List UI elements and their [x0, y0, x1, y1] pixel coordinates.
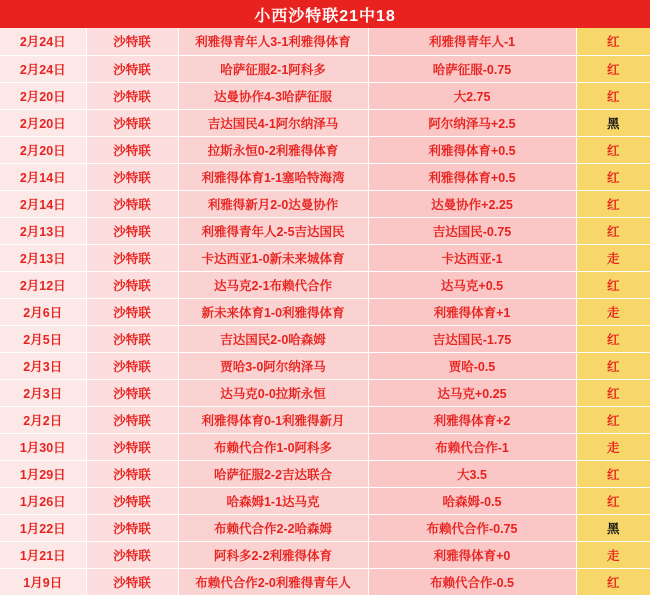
cell-match: 吉达国民2-0哈森姆: [178, 325, 368, 352]
cell-date: 2月20日: [0, 109, 86, 136]
table-row: [0, 433, 650, 460]
cell-odds: 达马克+0.5: [368, 271, 576, 298]
table-row: [0, 568, 650, 595]
cell-date: 2月14日: [0, 190, 86, 217]
cell-odds: 达马克+0.25: [368, 379, 576, 406]
cell-date: 2月20日: [0, 82, 86, 109]
cell-match: 布赖代合作2-0利雅得青年人: [178, 568, 368, 595]
table-row: [0, 28, 650, 55]
table-row: [0, 163, 650, 190]
cell-league: 沙特联: [86, 136, 178, 163]
cell-odds: 达曼协作+2.25: [368, 190, 576, 217]
cell-league: 沙特联: [86, 217, 178, 244]
cell-odds: 利雅得体育+0.5: [368, 136, 576, 163]
cell-date: 2月2日: [0, 406, 86, 433]
cell-league: 沙特联: [86, 325, 178, 352]
cell-match: 布赖代合作1-0阿科多: [178, 433, 368, 460]
cell-odds: 大2.75: [368, 82, 576, 109]
cell-date: 2月6日: [0, 298, 86, 325]
cell-odds: 利雅得体育+2: [368, 406, 576, 433]
cell-match: 达马克2-1布赖代合作: [178, 271, 368, 298]
table-row: [0, 55, 650, 82]
table-row: [0, 487, 650, 514]
cell-result: 红: [576, 55, 650, 82]
table-row: [0, 271, 650, 298]
cell-result: 红: [576, 406, 650, 433]
cell-odds: 贾哈-0.5: [368, 352, 576, 379]
cell-result: 红: [576, 325, 650, 352]
results-table-body: [0, 28, 650, 595]
cell-odds: 吉达国民-1.75: [368, 325, 576, 352]
cell-match: 利雅得青年人2-5吉达国民: [178, 217, 368, 244]
cell-league: 沙特联: [86, 28, 178, 55]
cell-match: 利雅得青年人3-1利雅得体育: [178, 28, 368, 55]
cell-result: 红: [576, 352, 650, 379]
table-row: [0, 379, 650, 406]
cell-league: 沙特联: [86, 514, 178, 541]
cell-result: 红: [576, 163, 650, 190]
cell-result: 红: [576, 136, 650, 163]
cell-league: 沙特联: [86, 541, 178, 568]
cell-match: 贾哈3-0阿尔纳泽马: [178, 352, 368, 379]
table-row: [0, 109, 650, 136]
cell-league: 沙特联: [86, 55, 178, 82]
cell-match: 阿科多2-2利雅得体育: [178, 541, 368, 568]
table-row: [0, 460, 650, 487]
cell-league: 沙特联: [86, 271, 178, 298]
table-row: [0, 217, 650, 244]
cell-odds: 哈森姆-0.5: [368, 487, 576, 514]
table-row: [0, 136, 650, 163]
cell-league: 沙特联: [86, 460, 178, 487]
cell-league: 沙特联: [86, 109, 178, 136]
cell-match: 哈萨征服2-2吉达联合: [178, 460, 368, 487]
cell-odds: 利雅得体育+1: [368, 298, 576, 325]
cell-date: 1月30日: [0, 433, 86, 460]
cell-match: 利雅得体育0-1利雅得新月: [178, 406, 368, 433]
cell-result: 红: [576, 217, 650, 244]
cell-date: 2月13日: [0, 217, 86, 244]
cell-result: 红: [576, 271, 650, 298]
cell-result: 黑: [576, 109, 650, 136]
table-row: [0, 514, 650, 541]
cell-result: 走: [576, 298, 650, 325]
cell-match: 利雅得体育1-1塞哈特海湾: [178, 163, 368, 190]
cell-match: 新未来体育1-0利雅得体育: [178, 298, 368, 325]
cell-result: 红: [576, 460, 650, 487]
cell-date: 2月20日: [0, 136, 86, 163]
cell-odds: 哈萨征服-0.75: [368, 55, 576, 82]
cell-result: 红: [576, 28, 650, 55]
cell-odds: 大3.5: [368, 460, 576, 487]
cell-odds: 利雅得青年人-1: [368, 28, 576, 55]
cell-league: 沙特联: [86, 244, 178, 271]
table-row: [0, 190, 650, 217]
table-row: [0, 244, 650, 271]
cell-result: 红: [576, 568, 650, 595]
cell-odds: 利雅得体育+0: [368, 541, 576, 568]
results-table: [0, 28, 650, 596]
page-title: [0, 0, 650, 28]
cell-odds: 卡达西亚-1: [368, 244, 576, 271]
table-row: [0, 325, 650, 352]
table-row: [0, 352, 650, 379]
cell-date: 2月14日: [0, 163, 86, 190]
cell-match: 拉斯永恒0-2利雅得体育: [178, 136, 368, 163]
cell-date: 1月22日: [0, 514, 86, 541]
cell-odds: 利雅得体育+0.5: [368, 163, 576, 190]
cell-league: 沙特联: [86, 487, 178, 514]
cell-date: 2月13日: [0, 244, 86, 271]
cell-result: 红: [576, 487, 650, 514]
cell-date: 2月24日: [0, 55, 86, 82]
cell-league: 沙特联: [86, 406, 178, 433]
cell-date: 1月9日: [0, 568, 86, 595]
cell-match: 哈森姆1-1达马克: [178, 487, 368, 514]
cell-league: 沙特联: [86, 352, 178, 379]
cell-match: 达马克0-0拉斯永恒: [178, 379, 368, 406]
cell-result: 红: [576, 82, 650, 109]
cell-result: 走: [576, 433, 650, 460]
cell-result: 走: [576, 244, 650, 271]
cell-match: 布赖代合作2-2哈森姆: [178, 514, 368, 541]
cell-league: 沙特联: [86, 379, 178, 406]
cell-date: 2月24日: [0, 28, 86, 55]
cell-result: 走: [576, 541, 650, 568]
cell-odds: 布赖代合作-1: [368, 433, 576, 460]
cell-odds: 吉达国民-0.75: [368, 217, 576, 244]
table-row: [0, 298, 650, 325]
cell-league: 沙特联: [86, 433, 178, 460]
table-row: [0, 406, 650, 433]
cell-date: 1月21日: [0, 541, 86, 568]
cell-league: 沙特联: [86, 163, 178, 190]
cell-date: 2月12日: [0, 271, 86, 298]
cell-odds: 布赖代合作-0.75: [368, 514, 576, 541]
cell-league: 沙特联: [86, 298, 178, 325]
cell-date: 2月5日: [0, 325, 86, 352]
cell-match: 达曼协作4-3哈萨征服: [178, 82, 368, 109]
table-row: [0, 541, 650, 568]
table-row: [0, 82, 650, 109]
cell-match: 卡达西亚1-0新未来城体育: [178, 244, 368, 271]
cell-league: 沙特联: [86, 190, 178, 217]
cell-odds: 阿尔纳泽马+2.5: [368, 109, 576, 136]
cell-date: 2月3日: [0, 352, 86, 379]
cell-match: 吉达国民4-1阿尔纳泽马: [178, 109, 368, 136]
cell-date: 1月26日: [0, 487, 86, 514]
cell-result: 黑: [576, 514, 650, 541]
cell-odds: 布赖代合作-0.5: [368, 568, 576, 595]
page-title-text: 小西沙特联21中18: [254, 7, 396, 25]
cell-match: 哈萨征服2-1阿科多: [178, 55, 368, 82]
cell-league: 沙特联: [86, 82, 178, 109]
cell-result: 红: [576, 190, 650, 217]
cell-date: 1月29日: [0, 460, 86, 487]
cell-match: 利雅得新月2-0达曼协作: [178, 190, 368, 217]
cell-league: 沙特联: [86, 568, 178, 595]
cell-result: 红: [576, 379, 650, 406]
cell-date: 2月3日: [0, 379, 86, 406]
